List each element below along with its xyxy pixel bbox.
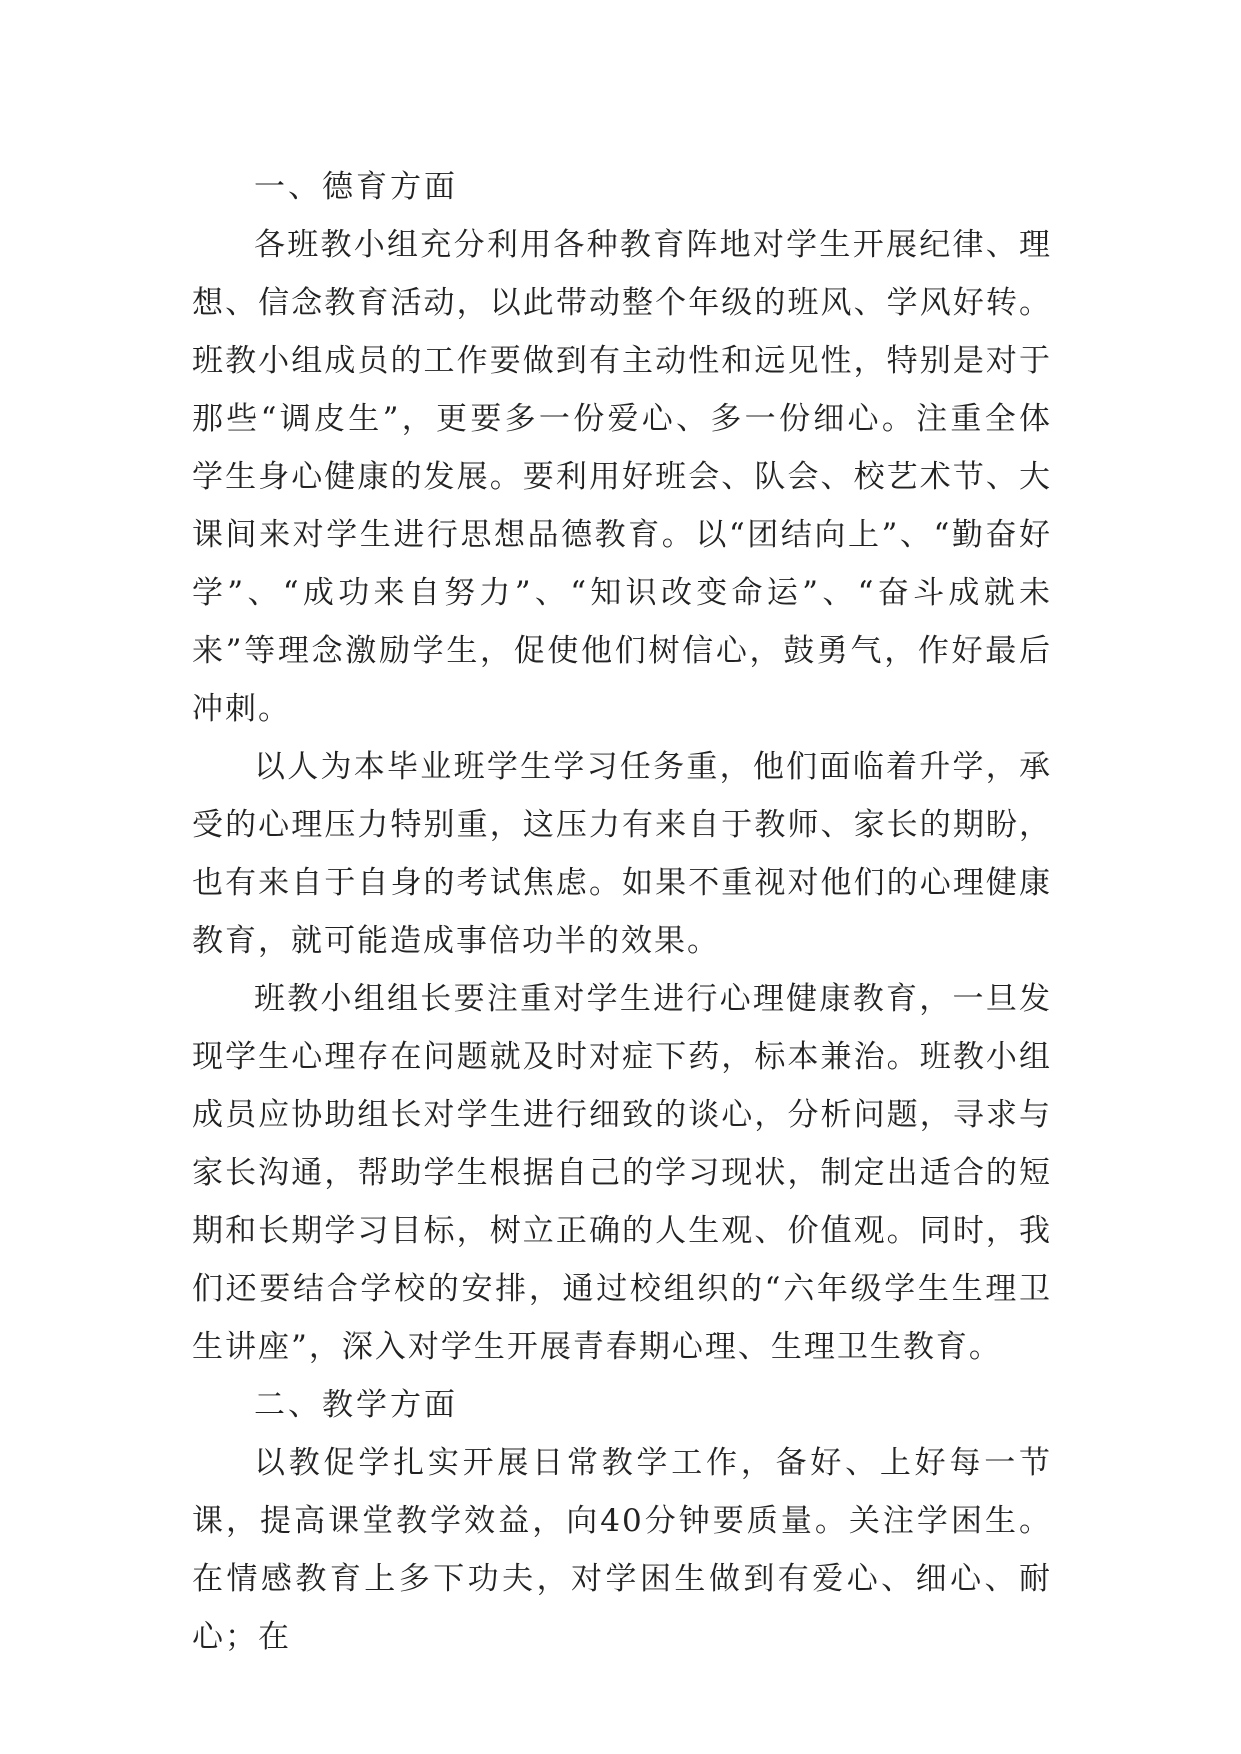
paragraph-moral-activities: 各班教小组充分利用各种教育阵地对学生开展纪律、理想、信念教育活动，以此带动整个年级的班风、学风好转。班教小组成员的工作要做到有主动性和远见性，特别是对于那些“调皮生”，更要多一份爱心、多一份细心。注重全体学生身心健康的发展。要利用好班会、队会、校艺术节、大课间来对学生进行思想品德教育。以“团结向上”、“勤奋好学”、“成功来自努力”、“知识改变命运”、“奋斗成就未来”等理念激励学生，促使他们树信心，鼓勇气，作好最后冲刺。 [192,227,1052,727]
section-heading-teaching: 二、教学方面 [254,1387,458,1423]
paragraph-mental-health: 班教小组组长要注重对学生进行心理健康教育，一旦发现学生心理存在问题就及时对症下药，标本兼治。班教小组成员应协助组长对学生进行细致的谈心，分析问题，寻求与家长沟通，帮助学生根据自己的学习现状，制定出适合的短期和长期学习目标，树立正确的人生观、价值观。同时，我们还要结合学校的安排，通过校组织的“六年级学生生理卫生讲座”，深入对学生开展青春期心理、生理卫生教育。 [192,981,1052,1365]
paragraph-people-oriented: 以人为本毕业班学生学习任务重，他们面临着升学，承受的心理压力特别重，这压力有来自于教师、家长的期盼，也有来自于自身的考试焦虑。如果不重视对他们的心理健康教育，就可能造成事倍功半的效果。 [192,749,1052,959]
document-body [192,158,1052,1666]
section-heading-moral-education: 一、德育方面 [254,169,458,205]
paragraph-teaching-work: 以教促学扎实开展日常教学工作，备好、上好每一节课，提高课堂教学效益，向40分钟要质量。关注学困生。在情感教育上多下功夫，对学困生做到有爱心、细心、耐心；在 [192,1445,1052,1655]
